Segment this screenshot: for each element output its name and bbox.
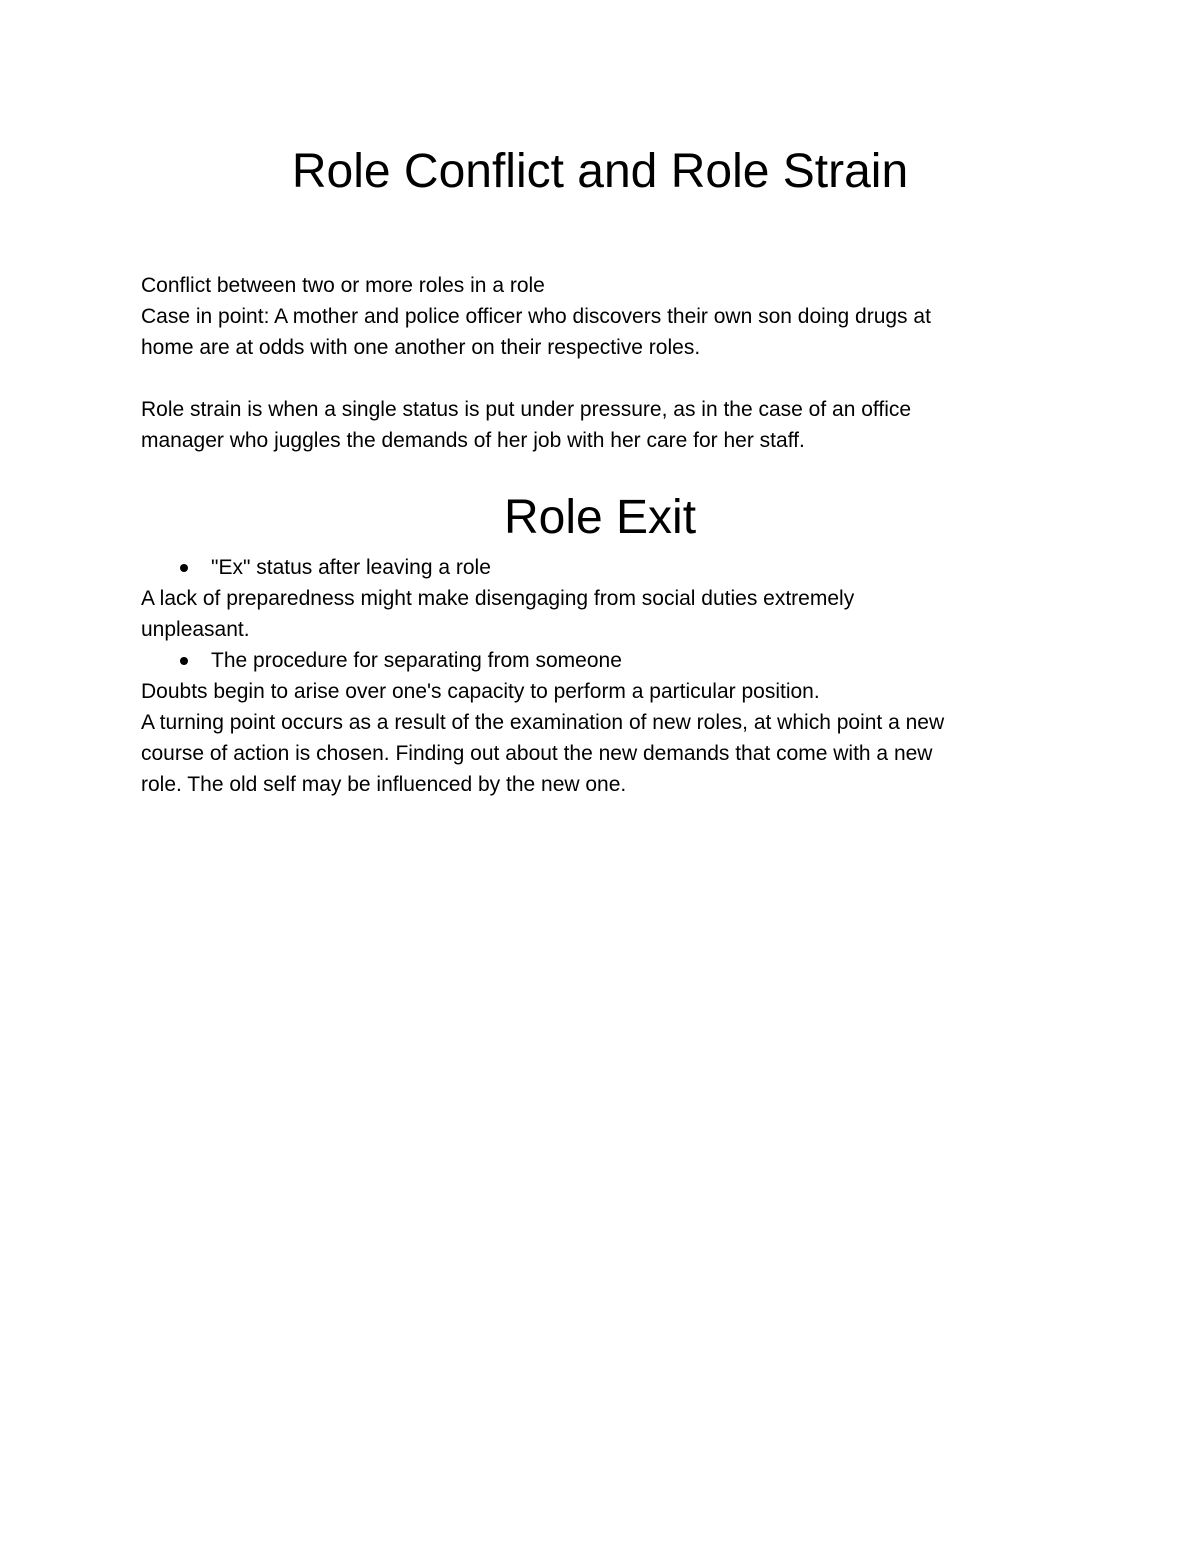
paragraph-line: A turning point occurs as a result of the examination of new roles, at which point a new <box>141 711 945 734</box>
paragraph-line: A lack of preparedness might make disengaging from social duties extremely <box>141 587 855 610</box>
role-exit-section <box>141 552 1061 800</box>
bullet-icon <box>180 657 188 665</box>
bullet-icon <box>180 564 188 572</box>
paragraph-line: course of action is chosen. Finding out about the new demands that come with a new <box>141 742 933 765</box>
role-conflict-section <box>141 270 1051 456</box>
bullet-text: The procedure for separating from someone <box>211 649 622 672</box>
paragraph-line: Role strain is when a single status is put under pressure, as in the case of an office <box>141 398 912 421</box>
bullet-item <box>141 645 1061 676</box>
paragraph-line: Case in point: A mother and police officer who discovers their own son doing drugs at <box>141 305 931 328</box>
bullet-item <box>141 552 1061 583</box>
paragraph-line: manager who juggles the demands of her job with her care for her staff. <box>141 429 805 452</box>
paragraph-line: Conflict between two or more roles in a role <box>141 274 545 297</box>
paragraph-line: home are at odds with one another on their respective roles. <box>141 336 701 359</box>
paragraph-line: unpleasant. <box>141 618 250 641</box>
section-heading: Role Exit <box>503 491 697 544</box>
paragraph-spacer <box>141 363 1051 394</box>
paragraph-line: role. The old self may be influenced by the new one. <box>141 773 627 796</box>
paragraph-line: Doubts begin to arise over one's capacity to perform a particular position. <box>141 680 820 703</box>
page-title: Role Conflict and Role Strain <box>291 145 909 198</box>
bullet-text: "Ex" status after leaving a role <box>211 556 491 579</box>
